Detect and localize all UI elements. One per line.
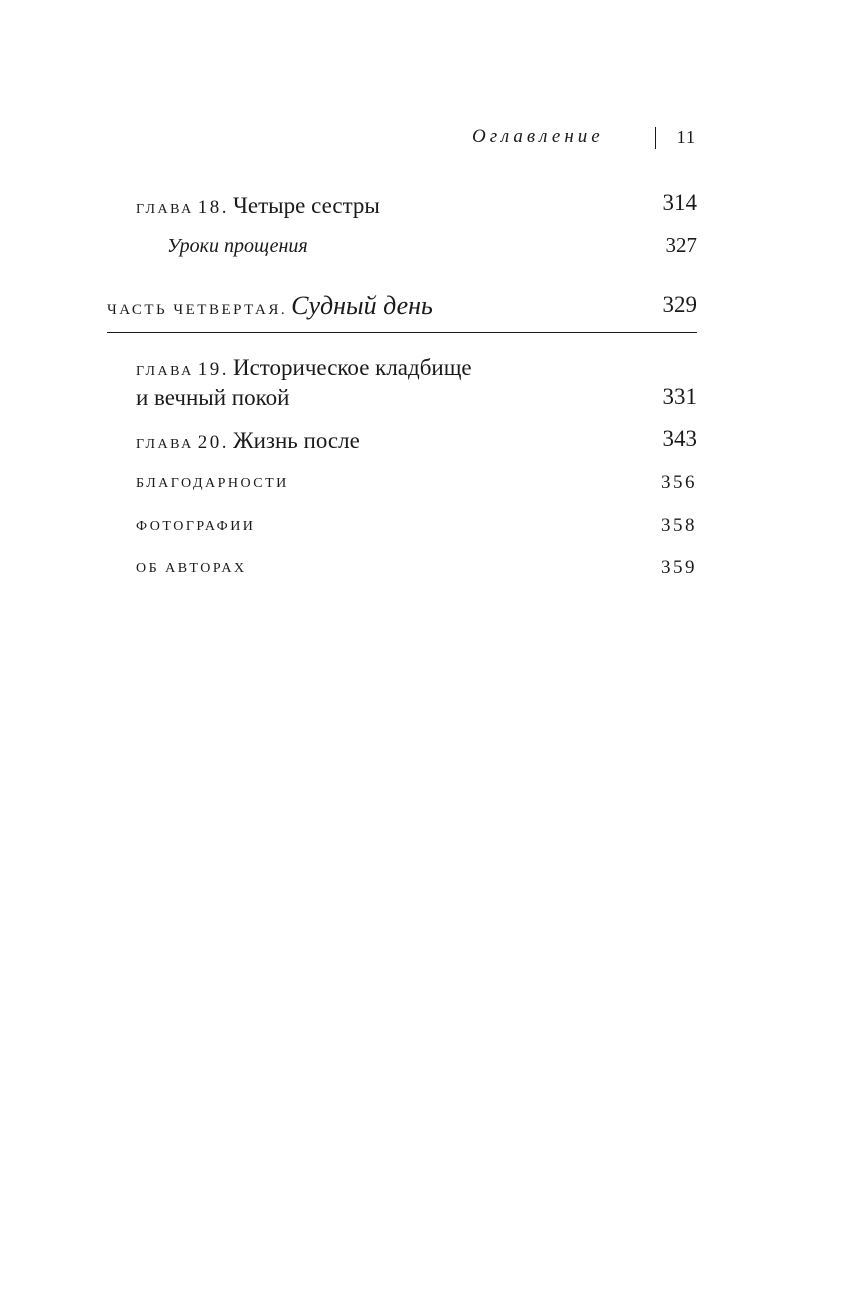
toc-entry-photos[interactable] (107, 515, 697, 541)
chapter-20-page: 343 (662, 426, 697, 451)
chapter-18-page: 314 (662, 190, 697, 215)
running-header (420, 124, 696, 152)
toc-entry-chapter-19[interactable] (107, 353, 697, 415)
running-header-separator (655, 127, 656, 149)
part-label: ЧАСТЬ ЧЕТВЕРТАЯ. (107, 302, 288, 318)
chapter-title-line-1: Историческое кладбище (232, 355, 472, 380)
running-header-page-number: 11 (676, 127, 696, 147)
chapter-number: 18. (197, 197, 229, 218)
photos-label: ФОТОГРАФИИ (136, 519, 256, 534)
chapter-label: ГЛАВА (136, 364, 194, 379)
acknowledgements-label: БЛАГОДАРНОСТИ (136, 476, 289, 491)
toc-entry-chapter-18[interactable] (107, 190, 697, 220)
subsection-title: Уроки прощения (167, 235, 308, 257)
toc-entry-chapter-20[interactable] (107, 426, 697, 456)
about-authors-label: ОБ АВТОРАХ (136, 561, 247, 576)
part-4-page: 329 (662, 292, 697, 317)
chapter-label: ГЛАВА (136, 202, 194, 217)
part-title: Судный день (291, 291, 433, 320)
acknowledgements-page: 356 (661, 472, 697, 493)
toc-entry-chapter-18-subsection[interactable] (107, 235, 697, 263)
subsection-page: 327 (665, 233, 697, 257)
chapter-title: Жизнь после (232, 428, 360, 453)
chapter-title: Четыре сестры (232, 193, 380, 218)
toc-entry-part-4[interactable] (107, 290, 697, 324)
chapter-number: 20. (197, 432, 229, 453)
chapter-19-heading (136, 355, 472, 381)
toc-entry-acknowledgements[interactable] (107, 472, 697, 498)
photos-page: 358 (661, 515, 697, 536)
chapter-20-heading (136, 428, 360, 454)
running-header-title: Оглавление (472, 126, 604, 147)
about-authors-page: 359 (661, 557, 697, 578)
chapter-18-heading (136, 193, 380, 219)
chapter-title-line-2: и вечный покой (136, 385, 290, 410)
chapter-number: 19. (197, 359, 229, 380)
chapter-19-page: 331 (662, 384, 697, 409)
part-4-heading (107, 291, 433, 321)
chapter-label: ГЛАВА (136, 437, 194, 452)
toc-entry-about-authors[interactable] (107, 557, 697, 583)
part-divider-rule (107, 332, 697, 333)
